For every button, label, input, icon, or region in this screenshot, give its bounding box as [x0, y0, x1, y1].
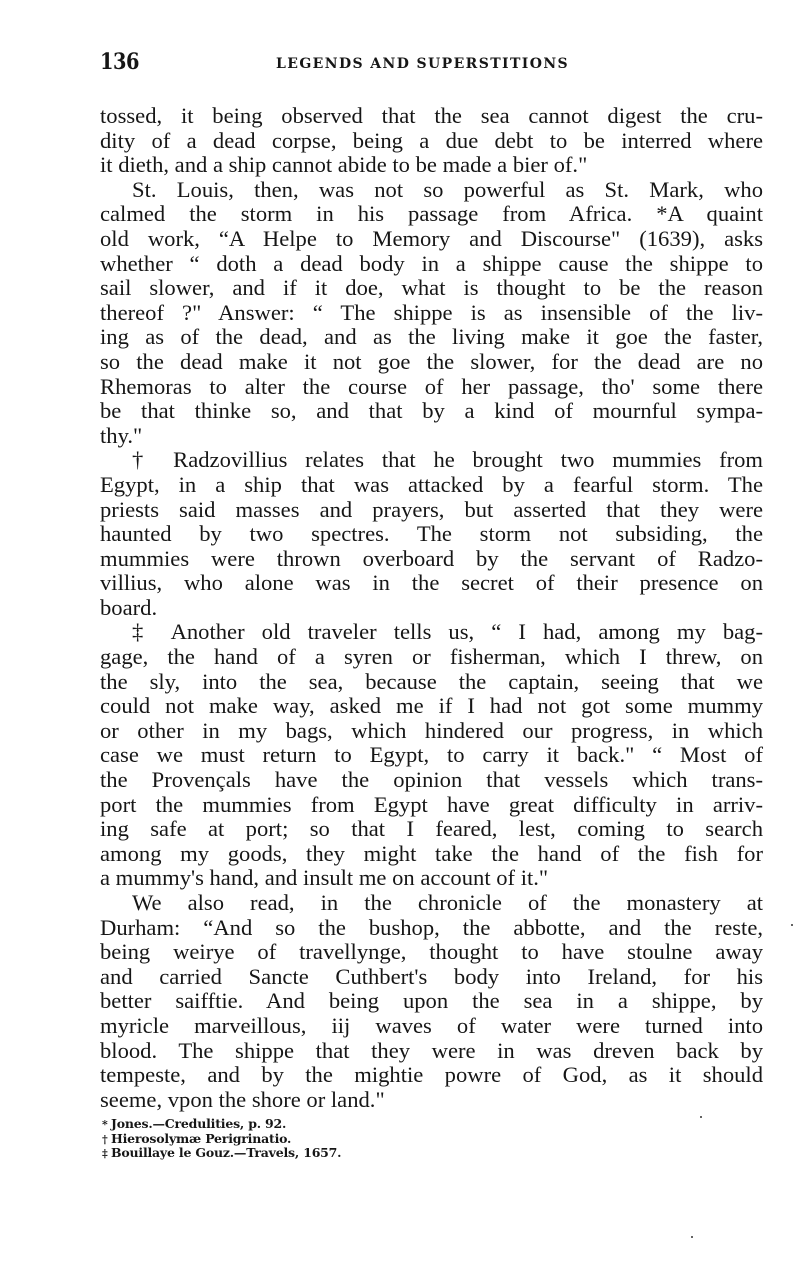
footnote-symbol: † [102, 1132, 108, 1146]
text-line: villius, who alone was in the secret of their presence on [100, 570, 763, 596]
text-line: ‡ Another old traveler tells us, “ I had, among my bag- [132, 619, 763, 645]
text-line: mummies were thrown overboard by the servant of Radzo- [100, 545, 763, 571]
running-head [100, 49, 763, 79]
text-line: case we must return to Egypt, to carry it back." “ Most of [100, 742, 763, 768]
text-line: ing as of the dead, and as the living make it goe the faster, [100, 324, 763, 350]
text-line: whether “ doth a dead body in a shippe cause the shippe to [100, 250, 763, 276]
text-line: We also read, in the chronicle of the monastery at [132, 890, 763, 915]
text-line: calmed the storm in his passage from Africa. *A quaint [100, 201, 763, 227]
text-line: ing safe at port; so that I feared, lest, coming to search [100, 816, 763, 842]
scan-speck [700, 1116, 702, 1118]
text-line: haunted by two spectres. The storm not subsiding, the [100, 521, 763, 547]
footnote-text: Hierosolymæ Perigrinatio. [111, 1130, 292, 1146]
text-line: gage, the hand of a syren or fisherman, which I threw, on [100, 644, 763, 670]
text-line: † Radzovillius relates that he brought two mummies from [132, 447, 763, 473]
text-line: thereof ?" Answer: “ The shippe is as insensible of the liv- [100, 299, 763, 325]
text-line: priests said masses and prayers, but asserted that they were [100, 496, 763, 522]
text-line: St. Louis, then, was not so powerful as St. Mark, who [132, 176, 763, 202]
text-line: tempeste, and by the mightie powre of God, as it should [100, 1062, 763, 1088]
text-line: Durham: “And so the bushop, the abbotte, and the reste, [100, 914, 763, 940]
text-line: seeme, vpon the shore or land." [100, 1086, 385, 1112]
text-line: the sly, into the sea, because the captain, seeing that we [100, 668, 763, 694]
footnote-3 [102, 1146, 602, 1161]
scan-speck [691, 1236, 693, 1238]
text-line: the Provençals have the opinion that vessels which trans- [100, 767, 763, 793]
paragraph-4 [100, 620, 763, 891]
footnote-1 [102, 1117, 602, 1132]
paragraph-1 [100, 104, 763, 178]
text-line: among my goods, they might take the hand of the fish for [100, 840, 763, 866]
text-line: and carried Sancte Cuthbert's body into Ireland, for his [100, 963, 763, 989]
footnote-symbol: ‡ [102, 1147, 108, 1160]
paragraph-3 [100, 448, 763, 620]
running-title: LEGENDS AND SUPERSTITIONS [276, 56, 570, 72]
page-number: 136 [100, 49, 140, 75]
text-line: a mummy's hand, and insult me on account of it." [100, 865, 549, 891]
text-line: or other in my bags, which hindered our progress, in which [100, 717, 763, 743]
text-line: board. [100, 594, 158, 620]
footnote-2 [102, 1132, 602, 1147]
text-line: sail slower, and if it doe, what is thought to be the reason [100, 275, 763, 301]
text-line: being weirye of travellynge, thought to have stoulne away [100, 939, 763, 965]
footnote-text: Jones.—Credulities, p. 92. [111, 1116, 287, 1131]
paragraph-2 [100, 178, 763, 449]
text-line: be that thinke so, and that by a kind of mournful sympa- [100, 398, 763, 424]
footnotes [102, 1117, 602, 1161]
text-line: so the dead make it not goe the slower, for the dead are no [100, 348, 763, 374]
text-line: Egypt, in a ship that was attacked by a fearful storm. The [100, 471, 763, 497]
scan-speck [791, 924, 793, 926]
text-line: tossed, it being observed that the sea cannot digest the cru- [100, 103, 763, 128]
text-line: Rhemoras to alter the course of her passage, tho' some there [100, 373, 763, 399]
text-line: old work, “A Helpe to Memory and Discourse" (1639), asks [100, 225, 763, 251]
footnote-text: Bouillaye le Gouz.—Travels, 1657. [111, 1145, 342, 1160]
text-line: myricle marveillous, iij waves of water were turned into [100, 1012, 763, 1038]
text-line: port the mummies from Egypt have great difficulty in arriv- [100, 791, 763, 817]
text-line: thy." [100, 422, 143, 448]
text-line: could not make way, asked me if I had not got some mummy [100, 693, 763, 719]
text-line: it dieth, and a ship cannot abide to be made a bier of." [100, 152, 588, 178]
body-text [100, 104, 763, 1112]
text-line: dity of a dead corpse, being a due debt to be interred where [100, 127, 763, 153]
text-line: blood. The shippe that they were in was dreven back by [100, 1037, 763, 1063]
footnote-symbol: * [102, 1118, 108, 1131]
paragraph-5 [100, 891, 763, 1112]
text-line: better saifftie. And being upon the sea in a shippe, by [100, 988, 763, 1014]
